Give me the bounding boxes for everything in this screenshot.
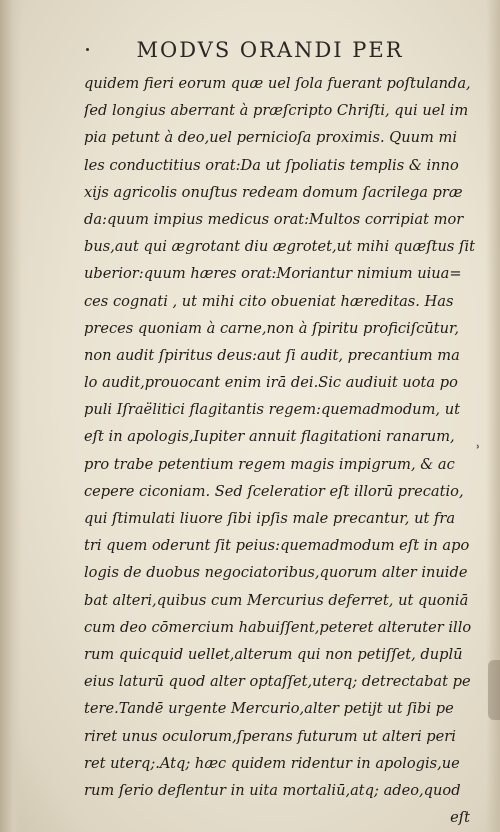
text-line: ſed longius aberrant à præſcripto Chriſti, qui uel im	[84, 102, 469, 120]
text-line: lo audit,prouocant enim irā dei.Sic audiuit uota po	[84, 374, 458, 392]
text-line: ret uterq;.Atq; hæc quidem ridentur in apologis,ue	[84, 754, 460, 772]
text-line: da:quum impius medicus orat:Multos corripiat mor	[84, 210, 464, 228]
text-line: riret unus oculorum,ſperans futurum ut alteri peri	[84, 727, 456, 745]
text-line: logis de duobus negociatoribus,quorum alter inuide	[84, 564, 468, 582]
text-line: quidem fieri eorum quæ uel ſola fuerant poſtulanda,	[84, 75, 471, 92]
text-line: non audit ſpiritus deus:aut ſi audit, precantium ma	[84, 346, 460, 364]
text-line: bus,aut qui ægrotant diu ægrotet,ut mihi quæſtus ſit	[84, 238, 475, 256]
text-line: puli Iſraëlitici flagitantis regem:quemadmodum, ut	[84, 401, 460, 419]
text-line: pia petunt à deo,uel pernicioſa proximis. Quum mi	[84, 129, 457, 147]
text-line: cepere ciconiam. Sed ſceleratior eſt illorū precatio,	[84, 482, 464, 500]
edge-stain	[488, 660, 500, 720]
text-line: rum quicquid uellet,alterum qui non petiſſet, duplū	[84, 645, 463, 663]
page-gutter-shadow	[0, 0, 22, 832]
text-line: qui ſtimulati liuore ſibi ipſis male precantur, ut fra	[84, 510, 456, 527]
text-line: pro trabe petentium regem magis impigrum, & ac	[84, 455, 455, 473]
text-line: ces cognati , ut mihi cito obueniat hæreditas. Has	[84, 292, 454, 310]
text-line: les conductitius orat:Da ut ſpoliatis templis & inno	[84, 156, 459, 174]
text-line: tri quem oderunt ſit peius:quemadmodum eſt in apo	[84, 537, 470, 555]
text-line: uberior:quum hæres orat:Moriantur nimium uiua=	[84, 265, 462, 283]
body-text	[84, 70, 476, 831]
text-line: tere.Tandē urgente Mercurio,alter petijt ut ſibi pe	[84, 700, 454, 718]
text-line: rum ſerio deflentur in uita mortaliū,atq; adeo,quod	[84, 781, 461, 799]
text-line: eſt in apologis,Iupiter annuit flagitationi ranarum,	[84, 428, 455, 446]
catchword: eſt	[450, 809, 470, 827]
running-head: MODVS ORANDI PER	[136, 38, 404, 62]
text-line: xijs agricolis onuſtus redeam domum ſacrilega præ	[84, 183, 463, 201]
text-line: cum deo cōmercium habuiſſent,peteret alteruter illo	[84, 618, 472, 636]
text-line: eius laturū quod alter optaſſet,uterq; detrectabat pe	[84, 673, 471, 691]
margin-mark: ˒	[476, 440, 481, 456]
text-line: preces quoniam à carne,non à ſpiritu proficiſcūtur,	[84, 319, 459, 337]
text-line: bat alteri,quibus cum Mercurius deferret, ut quoniā	[84, 591, 469, 609]
